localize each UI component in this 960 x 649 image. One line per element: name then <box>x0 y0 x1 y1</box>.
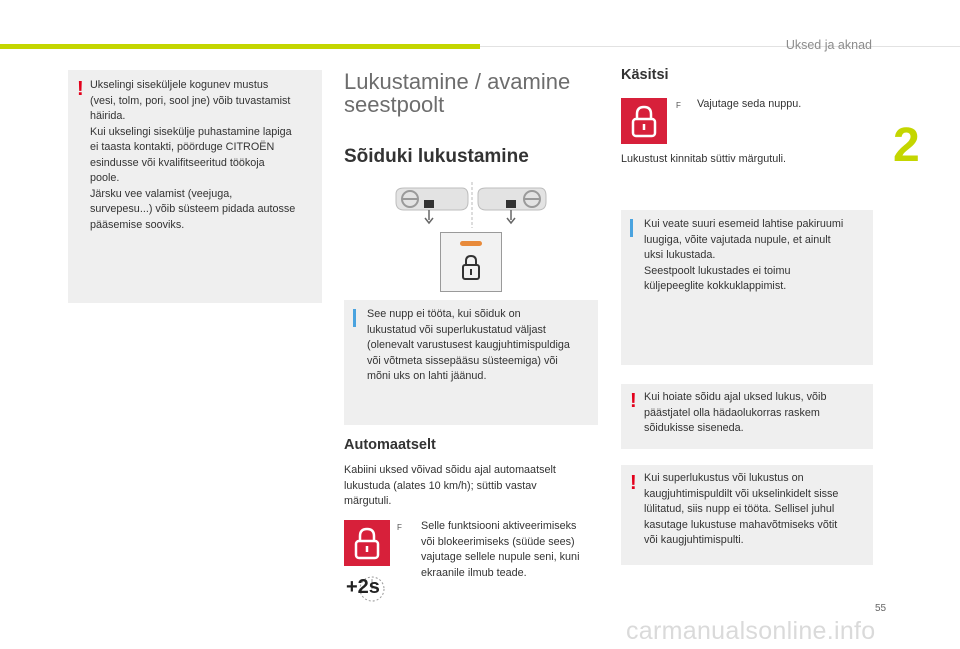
manual-confirm-text: Lukustust kinnitab süttiv märgutuli. <box>621 153 787 165</box>
main-title: Lukustamine / avamine seestpoolt <box>344 69 571 117</box>
warning-right-2-text: Kui superlukustus või lukustus on kaugjuhtimispuldilt või ukselinkidelt sisse lülitatud, siis nupp ei tööta. Sellisel juhul kasutage lukustuse mahavõtmiseks võtit või kaugjuhtimispulti. <box>644 472 839 546</box>
info-middle-text: See nupp ei tööta, kui sõiduk on lukustatud või superlukustatud väljast (olenevalt varustusest kaugjuhtimispuldiga või võtmeta sissepääsu süsteemiga) või mõni uks on lahti jäänud. <box>367 308 570 382</box>
info-box-middle <box>344 300 598 425</box>
warning-icon: ! <box>630 390 637 412</box>
auto-bullet-text: Selle funktsiooni aktiveerimiseks või blokeerimiseks (süüde sees) vajutage sellele nupule seni, kuni ekraanile ilmub teade. <box>421 520 580 579</box>
central-lock-button-illustration <box>440 232 502 292</box>
section-title: Sõiduki lukustamine <box>344 146 529 167</box>
header-accent-bar <box>0 44 480 49</box>
manual-bullet-text: Vajutage seda nuppu. <box>697 98 802 110</box>
chapter-number: 2 <box>893 119 920 172</box>
warning-right-1-text: Kui hoiate sõidu ajal uksed lukus, võib päästjatel olla hädaolukorras raskem sõidukisse siseneda. <box>644 391 827 434</box>
lock-icon <box>461 253 481 281</box>
duration-label: +2s <box>346 576 380 598</box>
warning-box-left <box>68 70 322 303</box>
warning-icon: ! <box>77 78 84 100</box>
page-number: 55 <box>875 603 887 614</box>
auto-bullet-marker: F <box>397 523 402 532</box>
auto-title: Automaatselt <box>344 437 436 453</box>
auto-lock-button-illustration <box>344 520 390 566</box>
manual-bullet-marker: F <box>676 101 681 110</box>
warning-icon: ! <box>630 472 637 494</box>
auto-text: Kabiini uksed võivad sõidu ajal automaatselt lukustuda (alates 10 km/h); süttib vastav märgutuli. <box>344 464 556 507</box>
door-lock-illustration <box>390 180 550 240</box>
warning-box-right-1 <box>621 384 873 449</box>
info-right-text: Kui veate suuri esemeid lahtise pakiruumi luugiga, võite vajutada nupule, et ainult uksi lukustada. Seestpoolt lukustades ei toimu küljepeeglite kokkuklappimist. <box>644 218 844 292</box>
info-icon <box>353 309 356 327</box>
lock-icon <box>621 98 667 144</box>
lock-icon <box>344 520 390 566</box>
right-mirror-icon <box>478 188 546 223</box>
left-mirror-icon <box>396 188 468 223</box>
info-icon <box>630 219 633 237</box>
indicator-light <box>460 241 482 246</box>
section-header: Uksed ja aknad <box>785 38 872 52</box>
manual-title: Käsitsi <box>621 67 669 83</box>
info-box-right <box>621 210 873 365</box>
watermark: carmanualsonline.info <box>626 617 876 645</box>
header-divider <box>480 46 960 47</box>
warning-left-text: Ukselingi siseküljele kogunev mustus (vesi, tolm, pori, sool jne) võib tuvastamist häirida. Kui ukselingi sisekülje puhastamine lapiga ei taasta kontakti, pöörduge CITROËN esindusse või kvalifitseeritud töökoja poole. Järsku vee valamist (veejuga, survepesu...) võib süsteem pidada autosse pääsemise sooviks. <box>90 79 296 231</box>
manual-lock-button-illustration <box>621 98 667 144</box>
warning-box-right-2 <box>621 465 873 565</box>
